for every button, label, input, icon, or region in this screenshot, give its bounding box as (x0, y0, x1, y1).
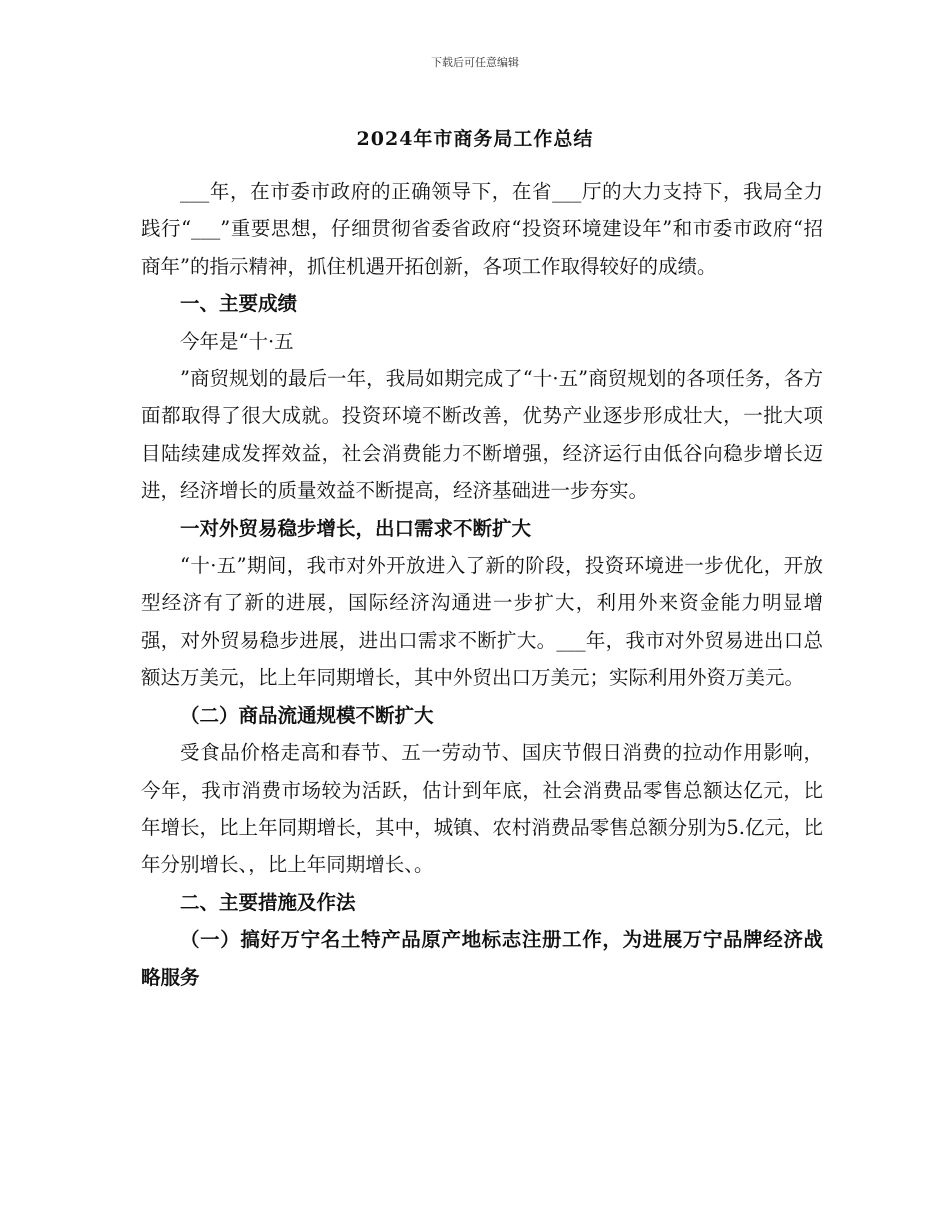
paragraph-consumption: 受食品价格走高和春节、五一劳动节、国庆节假日消费的拉动作用影响，今年，我市消费市场较为活跃，估计到年底，社会消费品零售总额达亿元，比年增长，比上年同期增长，其中，城镇、农村消费品零售总额分别为5.亿元，比年分别增长、，比上年同期增长、。 (141, 741, 823, 877)
section-heading-achievements: 一、主要成绩 (180, 292, 298, 316)
paragraph-intro: ___年，在市委市政府的正确领导下，在省___厅的大力支持下，我局全力践行“___”重要思想，仔细贯彻省委省政府“投资环境建设年”和市委市政府“招商年”的指示精神，抓住机遇开拓创新，各项工作取得较好的成绩。 (141, 180, 823, 278)
header-note: 下载后可任意编辑 (431, 56, 519, 69)
paragraph-plan-summary: ”商贸规划的最后一年，我局如期完成了“十·五”商贸规划的各项任务，各方面都取得了很大成就。投资环境不断改善，优势产业逐步形成壮大，一批大项目陆续建成发挥效益，社会消费能力不断增强，经济运行由低谷向稳步增长迈进，经济增长的质量效益不断提高，经济基础进一步夯实。 (141, 367, 823, 503)
subheading-foreign-trade: 一对外贸易稳步增长，出口需求不断扩大 (180, 516, 532, 540)
subheading-origin-registration: （一）搞好万宁名土特产品原产地标志注册工作，为进展万宁品牌经济战略服务 (141, 928, 823, 989)
paragraph-foreign-trade: “十·五”期间，我市对外开放进入了新的阶段，投资环境进一步优化，开放型经济有了新的进展，国际经济沟通进一步扩大，利用外来资金能力明显增强，对外贸易稳步进展，进出口需求不断扩大。___年，我市对外贸易进出口总额达万美元，比上年同期增长，其中外贸出口万美元；实际利用外资万美元。 (141, 554, 823, 690)
document-body (141, 173, 823, 996)
paragraph-this-year: 今年是“十·五 (180, 329, 294, 353)
section-heading-measures: 二、主要措施及作法 (180, 890, 356, 914)
document-title: 2024年市商务局工作总结 (356, 128, 594, 150)
subheading-commodity-circulation: （二）商品流通规模不断扩大 (180, 703, 434, 727)
